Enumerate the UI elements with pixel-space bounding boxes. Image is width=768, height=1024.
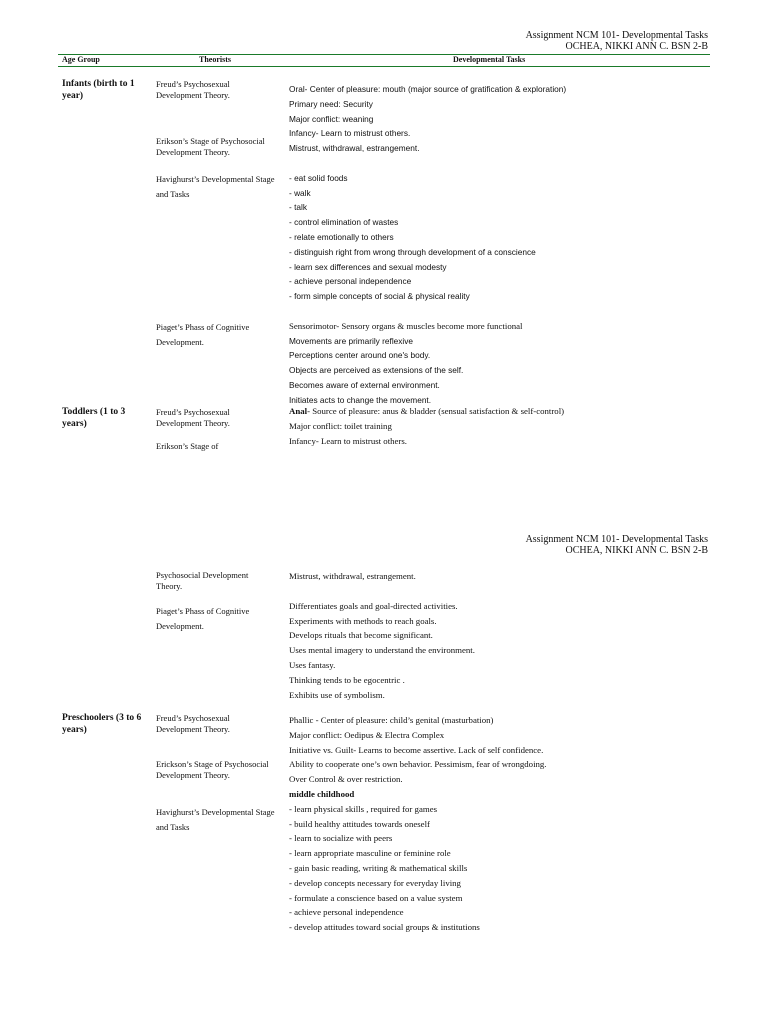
task-line: Differentiates goals and goal-directed activities. <box>289 600 458 611</box>
task-line: - learn sex differences and sexual modesty <box>289 261 447 272</box>
theorist-erikson: Erikson’s Stage of Psychosocial Development Theory. <box>156 136 265 157</box>
column-header-theorists: Theorists <box>199 55 231 64</box>
task-line: - gain basic reading, writing & mathematical skills <box>289 862 468 873</box>
task-line: Oral- Center of pleasure: mouth (major source of gratification & exploration) <box>289 84 567 94</box>
task-line: - develop concepts necessary for everyday living <box>289 877 461 888</box>
student-name: OCHEA, NIKKI ANN C. BSN 2-B <box>565 545 708 556</box>
task-line: - achieve personal independence <box>289 276 412 287</box>
infant-tasks <box>289 82 709 408</box>
task-line: - talk <box>289 202 307 213</box>
stage-term: Anal <box>289 406 308 416</box>
task-line: Thinking tends to be egocentric . <box>289 674 405 685</box>
header-underline <box>58 66 710 67</box>
assignment-title: Assignment NCM 101- Developmental Tasks <box>525 534 708 545</box>
task-line: Objects are perceived as extensions of the self. <box>289 365 464 376</box>
theorist-erikson: Erikson’s Stage of <box>156 441 219 451</box>
task-line: Infancy- Learn to mistrust others. <box>289 435 407 446</box>
preschooler-tasks <box>289 713 709 935</box>
spacer <box>289 304 709 319</box>
age-group-preschoolers: Preschoolers (3 to 6 years) <box>62 713 142 735</box>
task-line: - relate emotionally to others <box>289 231 394 242</box>
task-line: Major conflict: weaning <box>289 113 374 124</box>
task-line: Phallic - Center of pleasure: child’s genital (masturbation) <box>289 715 494 725</box>
theorist-freud: Freud’s Psychosexual Development Theory. <box>156 407 230 428</box>
toddler-tasks <box>289 404 709 448</box>
task-line: Infancy- Learn to mistrust others. <box>289 128 411 139</box>
task-line: Mistrust, withdrawal, estrangement. <box>289 571 416 581</box>
task-line: Experiments with methods to reach goals. <box>289 615 437 626</box>
student-name: OCHEA, NIKKI ANN C. BSN 2-B <box>565 41 708 52</box>
theorist-piaget: Piaget’s Phass of Cognitive Development. <box>156 322 250 347</box>
task-line: - develop attitudes toward social groups & institutions <box>289 922 480 933</box>
task-line: Major conflict: toilet training <box>289 420 392 431</box>
page-header <box>526 534 708 556</box>
task-line: - achieve personal independence <box>289 907 404 918</box>
page-header <box>526 30 708 52</box>
task-line: Ability to cooperate one’s own behavior. Pessimism, fear of wrongdoing. <box>289 759 547 770</box>
theorist-erikson: Psychosocial Development Theory. <box>156 570 249 591</box>
task-line: Initiates acts to change the movement. <box>289 394 432 405</box>
task-line: Sensorimotor- Sensory organs & muscles become more functional <box>289 320 523 331</box>
theorist-freud: Freud’s Psychosexual Development Theory. <box>156 79 230 100</box>
task-line: - learn appropriate masculine or feminine role <box>289 848 451 859</box>
assignment-title: Assignment NCM 101- Developmental Tasks <box>525 30 708 41</box>
spacer <box>289 584 709 599</box>
task-line: Major conflict: Oedipus & Electra Complex <box>289 729 445 740</box>
task-line: Movements are primarily reflexive <box>289 335 414 346</box>
section-heading: middle childhood <box>289 788 355 799</box>
task-line: - formulate a conscience based on a value system <box>289 892 463 903</box>
task-line: Becomes aware of external environment. <box>289 379 440 390</box>
stage-description: - Source of pleasure: anus & bladder (sensual satisfaction & self-control) <box>307 406 565 416</box>
task-line: - learn to socialize with peers <box>289 833 393 844</box>
task-line: - control elimination of wastes <box>289 217 399 228</box>
task-line: - distinguish right from wrong through development of a conscience <box>289 246 536 257</box>
task-line: - walk <box>289 187 311 198</box>
column-header-age-group: Age Group <box>62 55 100 64</box>
task-line <box>289 404 709 419</box>
task-line: - build healthy attitudes towards oneself <box>289 818 430 829</box>
task-line: Develops rituals that become significant. <box>289 630 433 641</box>
task-line: Exhibits use of symbolism. <box>289 689 385 700</box>
column-header-tasks: Developmental Tasks <box>453 55 526 64</box>
age-group-toddlers: Toddlers (1 to 3 years) <box>62 407 126 429</box>
task-line: Uses mental imagery to understand the environment. <box>289 645 475 656</box>
theorist-havighurst: Havighurst’s Developmental Stage and Tasks <box>156 807 275 832</box>
task-line: Uses fantasy. <box>289 659 336 670</box>
theorist-havighurst: Havighurst’s Developmental Stage and Tasks <box>156 174 275 199</box>
toddler-tasks-continued <box>289 569 709 702</box>
task-line: Over Control & over restriction. <box>289 774 403 785</box>
spacer <box>289 156 709 171</box>
theorist-piaget: Piaget’s Phass of Cognitive Development. <box>156 606 250 631</box>
theorist-freud: Freud’s Psychosexual Development Theory. <box>156 713 230 734</box>
task-line: Perceptions center around one's body. <box>289 350 431 361</box>
task-line: - learn physical skills , required for games <box>289 803 438 814</box>
task-line: Mistrust, withdrawal, estrangement. <box>289 143 420 154</box>
header-rule <box>58 54 710 55</box>
theorist-erikson: Erickson’s Stage of Psychosocial Development Theory. <box>156 759 269 780</box>
task-line: Primary need: Security <box>289 98 373 109</box>
task-line: - form simple concepts of social & physical reality <box>289 291 470 302</box>
task-line: Initiative vs. Guilt- Learns to become assertive. Lack of self confidence. <box>289 744 544 755</box>
age-group-infants: Infants (birth to 1 year) <box>62 79 135 101</box>
task-line: - eat solid foods <box>289 172 348 183</box>
